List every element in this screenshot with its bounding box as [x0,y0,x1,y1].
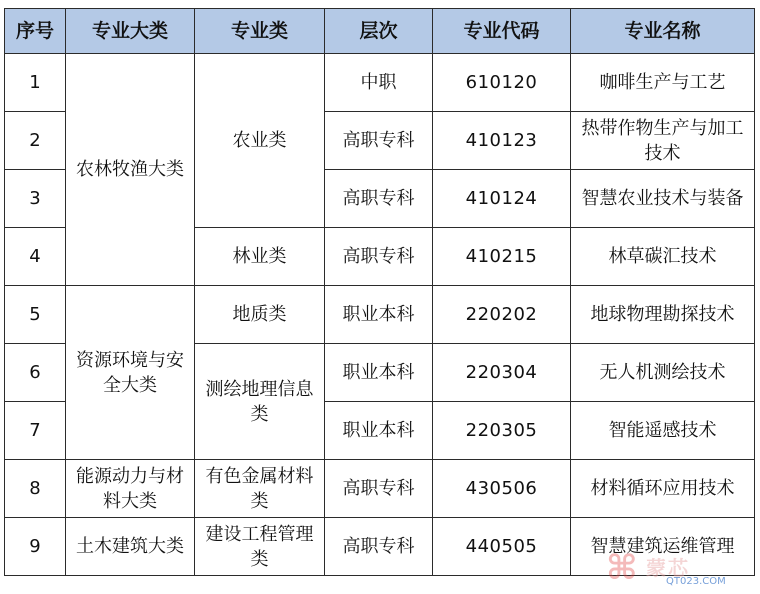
row-category: 资源环境与安全大类 [66,286,195,460]
row-subcategory: 林业类 [195,228,325,286]
row-subcategory: 地质类 [195,286,325,344]
row-level: 中职 [325,54,433,112]
row-subcategory: 建设工程管理类 [195,518,325,576]
row-no: 4 [5,228,66,286]
row-level: 高职专科 [325,170,433,228]
table-header [5,9,755,54]
row-level: 职业本科 [325,286,433,344]
header-no: 序号 [5,9,66,54]
watermark-site-text: QT023.COM [666,576,726,587]
header-subcategory: 专业类 [195,9,325,54]
row-category: 土木建筑大类 [66,518,195,576]
header-level: 层次 [325,9,433,54]
header-row [5,9,755,54]
row-no: 7 [5,402,66,460]
specialty-table [4,8,755,576]
table-body [5,54,755,576]
row-no: 9 [5,518,66,576]
row-name: 无人机测绘技术 [571,344,755,402]
row-level: 高职专科 [325,518,433,576]
table-container [4,8,755,576]
row-no: 6 [5,344,66,402]
row-category: 能源动力与材料大类 [66,460,195,518]
header-code: 专业代码 [433,9,571,54]
row-subcategory: 测绘地理信息类 [195,344,325,460]
table-row [5,460,755,518]
row-no: 8 [5,460,66,518]
watermark-logo-icon: ⌘ [606,548,638,588]
row-category: 农林牧渔大类 [66,54,195,286]
row-name: 地球物理勘探技术 [571,286,755,344]
row-code: 410124 [433,170,571,228]
row-name: 材料循环应用技术 [571,460,755,518]
row-code: 220305 [433,402,571,460]
row-no: 1 [5,54,66,112]
table-row [5,286,755,344]
row-name: 智慧农业技术与装备 [571,170,755,228]
row-code: 220304 [433,344,571,402]
row-name: 林草碳汇技术 [571,228,755,286]
row-name: 智能遥感技术 [571,402,755,460]
row-code: 410215 [433,228,571,286]
row-name: 热带作物生产与加工技术 [571,112,755,170]
row-code: 610120 [433,54,571,112]
row-code: 410123 [433,112,571,170]
row-code: 430506 [433,460,571,518]
row-level: 职业本科 [325,402,433,460]
row-no: 2 [5,112,66,170]
header-category: 专业大类 [66,9,195,54]
row-level: 高职专科 [325,112,433,170]
row-subcategory: 有色金属材料类 [195,460,325,518]
row-level: 职业本科 [325,344,433,402]
row-level: 高职专科 [325,228,433,286]
row-name: 智慧建筑运维管理 [571,518,755,576]
row-name: 咖啡生产与工艺 [571,54,755,112]
table-row [5,54,755,112]
row-code: 440505 [433,518,571,576]
row-code: 220202 [433,286,571,344]
row-level: 高职专科 [325,460,433,518]
row-no: 3 [5,170,66,228]
row-no: 5 [5,286,66,344]
header-name: 专业名称 [571,9,755,54]
watermark-ghost-text: 蒙芯 [646,556,690,580]
row-subcategory: 农业类 [195,54,325,228]
table-row [5,518,755,576]
